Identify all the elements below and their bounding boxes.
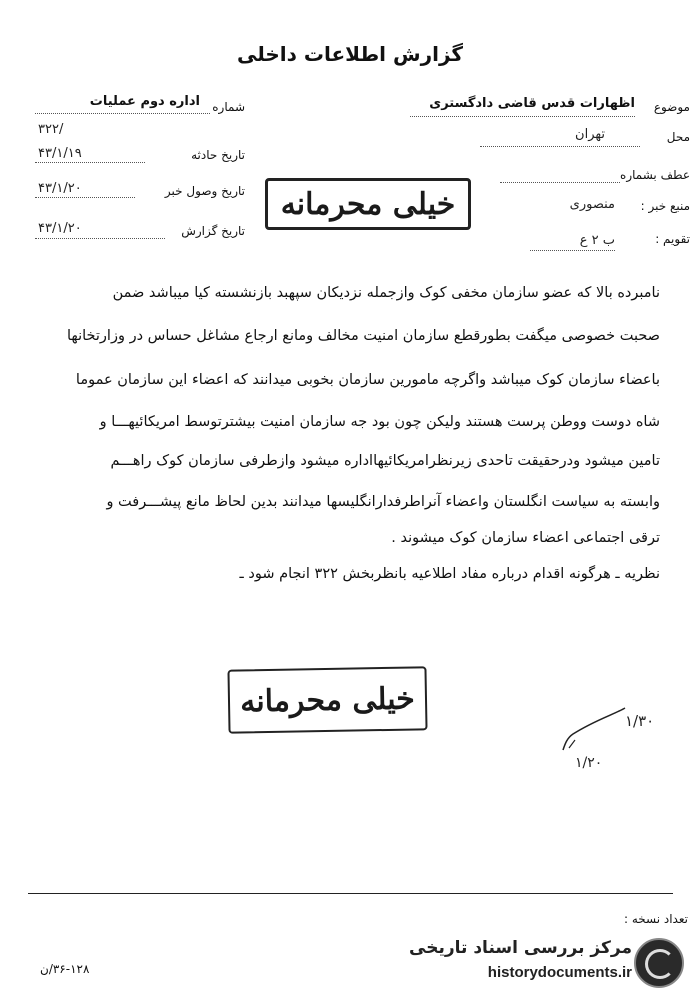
taghvim-dotted-line	[530, 250, 615, 251]
handwritten-note-2: ۱/۲۰	[575, 755, 603, 771]
archive-logo-icon	[634, 938, 684, 988]
top-confidential-stamp: خیلی محرمانه	[265, 178, 471, 230]
tarikh-vosul-value: ۴۳/۱/۲۰	[38, 181, 82, 196]
taghvim-label: تقویم :	[655, 232, 690, 246]
shomareh-number: ۳۲۲/	[38, 122, 64, 137]
footer-divider	[28, 893, 673, 894]
body-line-4: شاه دوست ووطن پرست هستند ولیکن چون بود جه سازمان امنیت بیشترتوسط امریکائیهـــا و	[99, 414, 660, 430]
tarikh-gozaresh-label: تاریخ گزارش	[181, 224, 245, 238]
tarikh-hadeseh-dotted-line	[35, 162, 145, 163]
mozu-value: اظهارات قدس قاضی دادگستری	[429, 96, 635, 111]
mahal-value: تهران	[575, 127, 605, 142]
watermark-url: historydocuments.ir	[487, 964, 632, 981]
tarikh-vosul-dotted-line	[35, 197, 135, 198]
shomareh-value: اداره دوم عملیات	[89, 94, 200, 109]
mahal-dotted-line	[480, 146, 640, 147]
manba-label: منبع خبر :	[640, 199, 690, 213]
mahal-label: محل	[666, 130, 690, 144]
body-line-7: ترقی اجتماعی اعضاء سازمان کوک میشوند .	[391, 530, 660, 546]
body-line-6: وابسته به سیاست انگلستان واعضاء آنراطرفدارانگلیسها میدانند بدین لحاظ مانع پیشـــرفت و	[106, 494, 660, 510]
mozu-label: موضوع	[653, 100, 690, 114]
bottom-confidential-stamp: خیلی محرمانه	[227, 666, 427, 733]
body-line-8: نظریه ـ هرگونه اقدام درباره مفاد اطلاعیه بانظربخش ۳۲۲ انجام شود ـ	[239, 566, 660, 582]
body-line-2: صحبت خصوصی میگفت بطورقطع سازمان امنیت مخالف ومانع ارجاع مشاغل حساس در وزارتخانها	[66, 328, 660, 344]
tedad-noskheh-label: تعداد نسخه :	[623, 912, 688, 926]
atf-label: عطف بشماره	[620, 168, 690, 182]
document-title: گزارش اطلاعات داخلی	[236, 42, 464, 66]
taghvim-value: ب ۲ ع	[579, 233, 615, 248]
handwritten-scribble-icon	[555, 700, 635, 760]
handwritten-note-1: ۱/۳۰	[625, 712, 655, 730]
watermark	[400, 932, 690, 992]
tarikh-hadeseh-value: ۴۳/۱/۱۹	[38, 146, 82, 161]
shomareh-dotted-line	[35, 113, 210, 114]
manba-value: منصوری	[569, 197, 615, 212]
body-line-5: تامین میشود ودرحقیقت تاحدی زیرنظرامریکائیهااداره میشود وازطرفی سازمان کوک راهـــم	[110, 453, 660, 469]
atf-dotted-line	[500, 182, 620, 183]
tarikh-hadeseh-label: تاریخ حادثه	[191, 148, 245, 162]
tarikh-vosul-label: تاریخ وصول خبر	[164, 184, 245, 198]
mozu-dotted-line	[410, 116, 635, 117]
body-line-1: نامبرده بالا که عضو سازمان مخفی کوک وازجمله نزدیکان سپهبد بازنشسته کیا میباشد ضمن	[112, 285, 660, 301]
shomareh-label: شماره	[212, 100, 245, 114]
watermark-org-name: مرکز بررسی اسناد تاریخی	[409, 938, 632, 958]
form-code: ۳۶-۱۲۸/ن	[40, 962, 90, 976]
body-line-3: باعضاء سازمان کوک میباشد واگرچه مامورین سازمان بخوبی میدانند که اعضاء این سازمان عموما	[75, 372, 660, 388]
tarikh-gozaresh-value: ۴۳/۱/۲۰	[38, 221, 82, 236]
tarikh-gozaresh-dotted-line	[35, 238, 165, 239]
